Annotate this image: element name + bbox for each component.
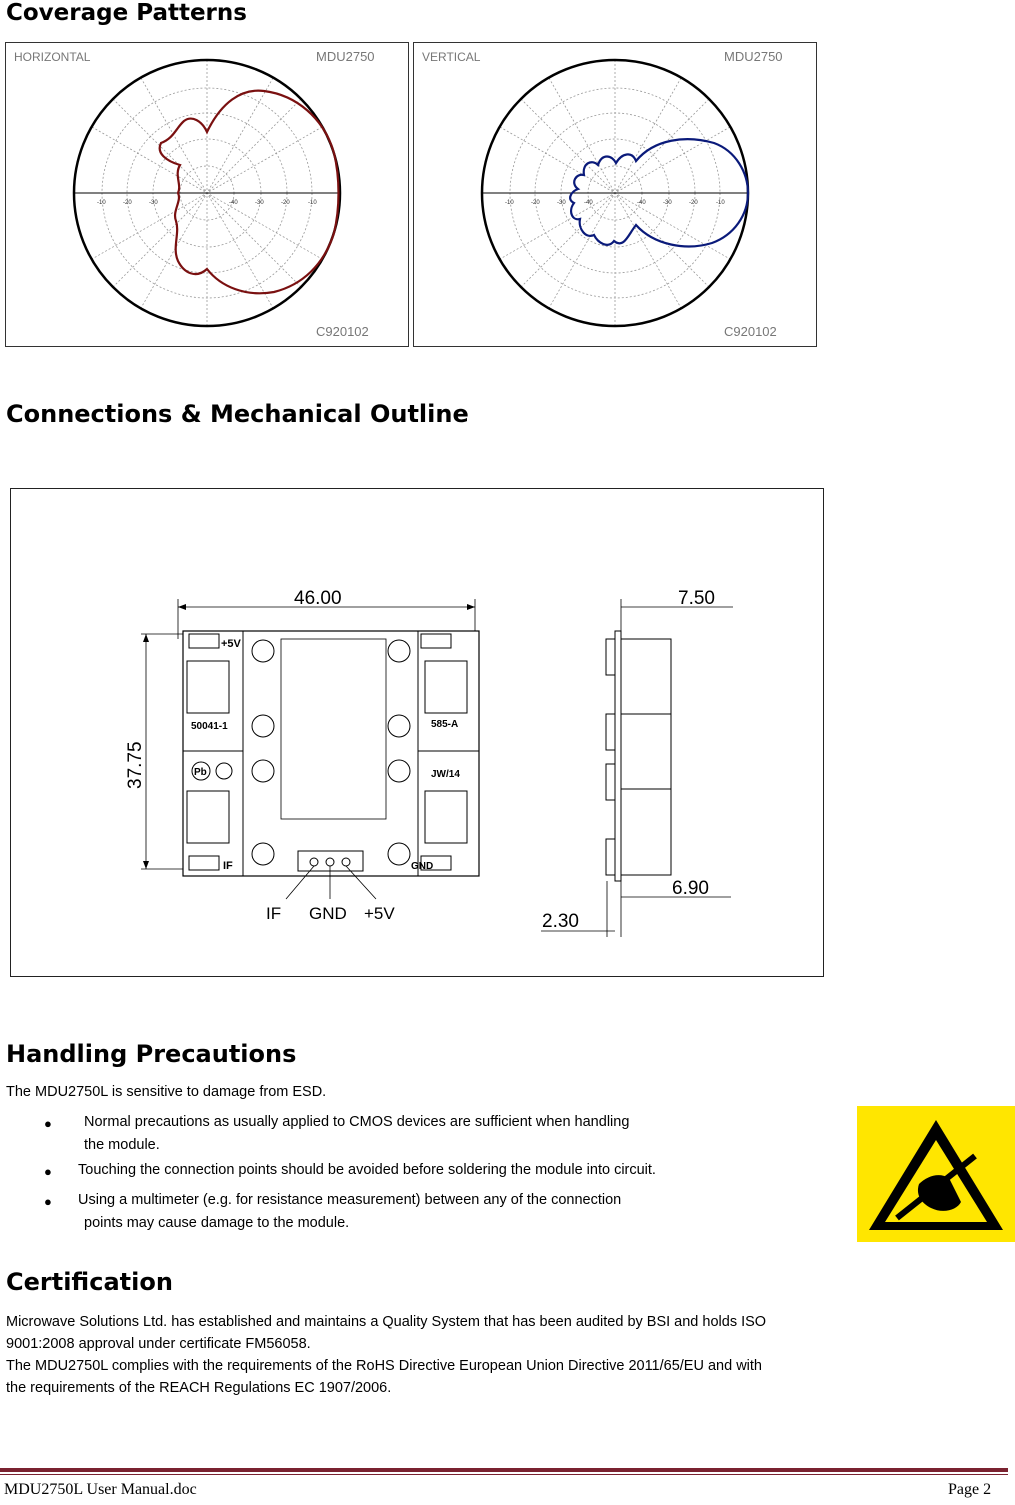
tick-label: -20 bbox=[689, 200, 698, 206]
handling-bullet-1-line-1: Normal precautions as usually applied to CMOS devices are sufficient when handling bbox=[84, 1114, 630, 1130]
footer-filename: MDU2750L User Manual.doc bbox=[4, 1481, 197, 1498]
tick-label: -10 bbox=[308, 200, 317, 206]
pin-if-label: IF bbox=[266, 904, 282, 923]
coverage-heading: Coverage Patterns bbox=[6, 0, 247, 26]
board-if-label: IF bbox=[223, 860, 233, 872]
cert-paragraph-2-line-1: The MDU2750L complies with the requirements of the RoHS Directive European Union Directive 2011/65/EU and with bbox=[6, 1358, 762, 1374]
tick-label: -30 bbox=[255, 200, 264, 206]
esd-warning-icon bbox=[857, 1106, 1015, 1242]
handling-heading: Handling Precautions bbox=[6, 1040, 297, 1068]
bullet-icon: ● bbox=[44, 1164, 52, 1179]
handling-bullet-2: Touching the connection points should be avoided before soldering the module into circuit. bbox=[78, 1162, 656, 1178]
dim-height: 37.75 bbox=[125, 741, 146, 789]
mark-right1: 585-A bbox=[431, 719, 459, 730]
horizontal-pattern-plot bbox=[5, 42, 409, 347]
tick-label: -20 bbox=[123, 200, 132, 206]
tick-label: -30 bbox=[663, 200, 672, 206]
pin-gnd-label: GND bbox=[309, 904, 347, 923]
tick-label: -40 bbox=[584, 200, 593, 206]
tick-label: -30 bbox=[149, 200, 158, 206]
pattern-model: MDU2750 bbox=[724, 49, 783, 64]
dim-thickness: 2.30 bbox=[542, 911, 579, 932]
footer-rule bbox=[0, 1468, 1008, 1472]
pattern-model: MDU2750 bbox=[316, 49, 375, 64]
certification-heading: Certification bbox=[6, 1268, 173, 1296]
dim-width: 46.00 bbox=[294, 588, 342, 609]
tick-label: -30 bbox=[557, 200, 566, 206]
bullet-icon: ● bbox=[44, 1116, 52, 1131]
board-5v-label: +5V bbox=[221, 638, 241, 650]
dim-depth2: 6.90 bbox=[672, 878, 709, 899]
cert-paragraph-1-line-1: Microwave Solutions Ltd. has established and maintains a Quality System that has been audited by BSI and holds ISO bbox=[6, 1314, 767, 1330]
footer-page-number: Page 2 bbox=[948, 1481, 992, 1498]
footer-rule-thin bbox=[0, 1474, 1008, 1475]
tick-label: -20 bbox=[281, 200, 290, 206]
tick-label: -10 bbox=[97, 200, 106, 206]
pin-5v-label: +5V bbox=[364, 904, 395, 923]
handling-bullet-3-line-2: points may cause damage to the module. bbox=[84, 1215, 350, 1231]
tick-label: -10 bbox=[716, 200, 725, 206]
mark-right2: JW/14 bbox=[431, 769, 460, 780]
pattern-label: HORIZONTAL bbox=[14, 50, 91, 64]
connections-heading: Connections & Mechanical Outline bbox=[6, 400, 469, 428]
handling-bullet-3-line-1: Using a multimeter (e.g. for resistance measurement) between any of the connection bbox=[78, 1192, 622, 1208]
tick-label: -10 bbox=[505, 200, 514, 206]
vertical-pattern-plot bbox=[413, 42, 817, 347]
pattern-code: C920102 bbox=[316, 324, 369, 339]
pattern-label: VERTICAL bbox=[422, 50, 481, 64]
mechanical-outline-drawing bbox=[10, 488, 824, 977]
cert-paragraph-2-line-2: the requirements of the REACH Regulations EC 1907/2006. bbox=[6, 1380, 392, 1396]
board-gnd-label: GND bbox=[411, 861, 434, 872]
mark-left1: 50041-1 bbox=[191, 721, 228, 732]
handling-intro: The MDU2750L is sensitive to damage from ESD. bbox=[6, 1084, 327, 1100]
cert-paragraph-1-line-2: 9001:2008 approval under certificate FM56058. bbox=[6, 1336, 311, 1352]
handling-bullet-1-line-2: the module. bbox=[84, 1137, 160, 1153]
tick-label: -20 bbox=[531, 200, 540, 206]
mark-pb: Pb bbox=[194, 767, 207, 778]
dim-depth: 7.50 bbox=[678, 588, 715, 609]
bullet-icon: ● bbox=[44, 1194, 52, 1209]
pattern-code: C920102 bbox=[724, 324, 777, 339]
tick-label: -40 bbox=[637, 200, 646, 206]
tick-label: -40 bbox=[229, 200, 238, 206]
